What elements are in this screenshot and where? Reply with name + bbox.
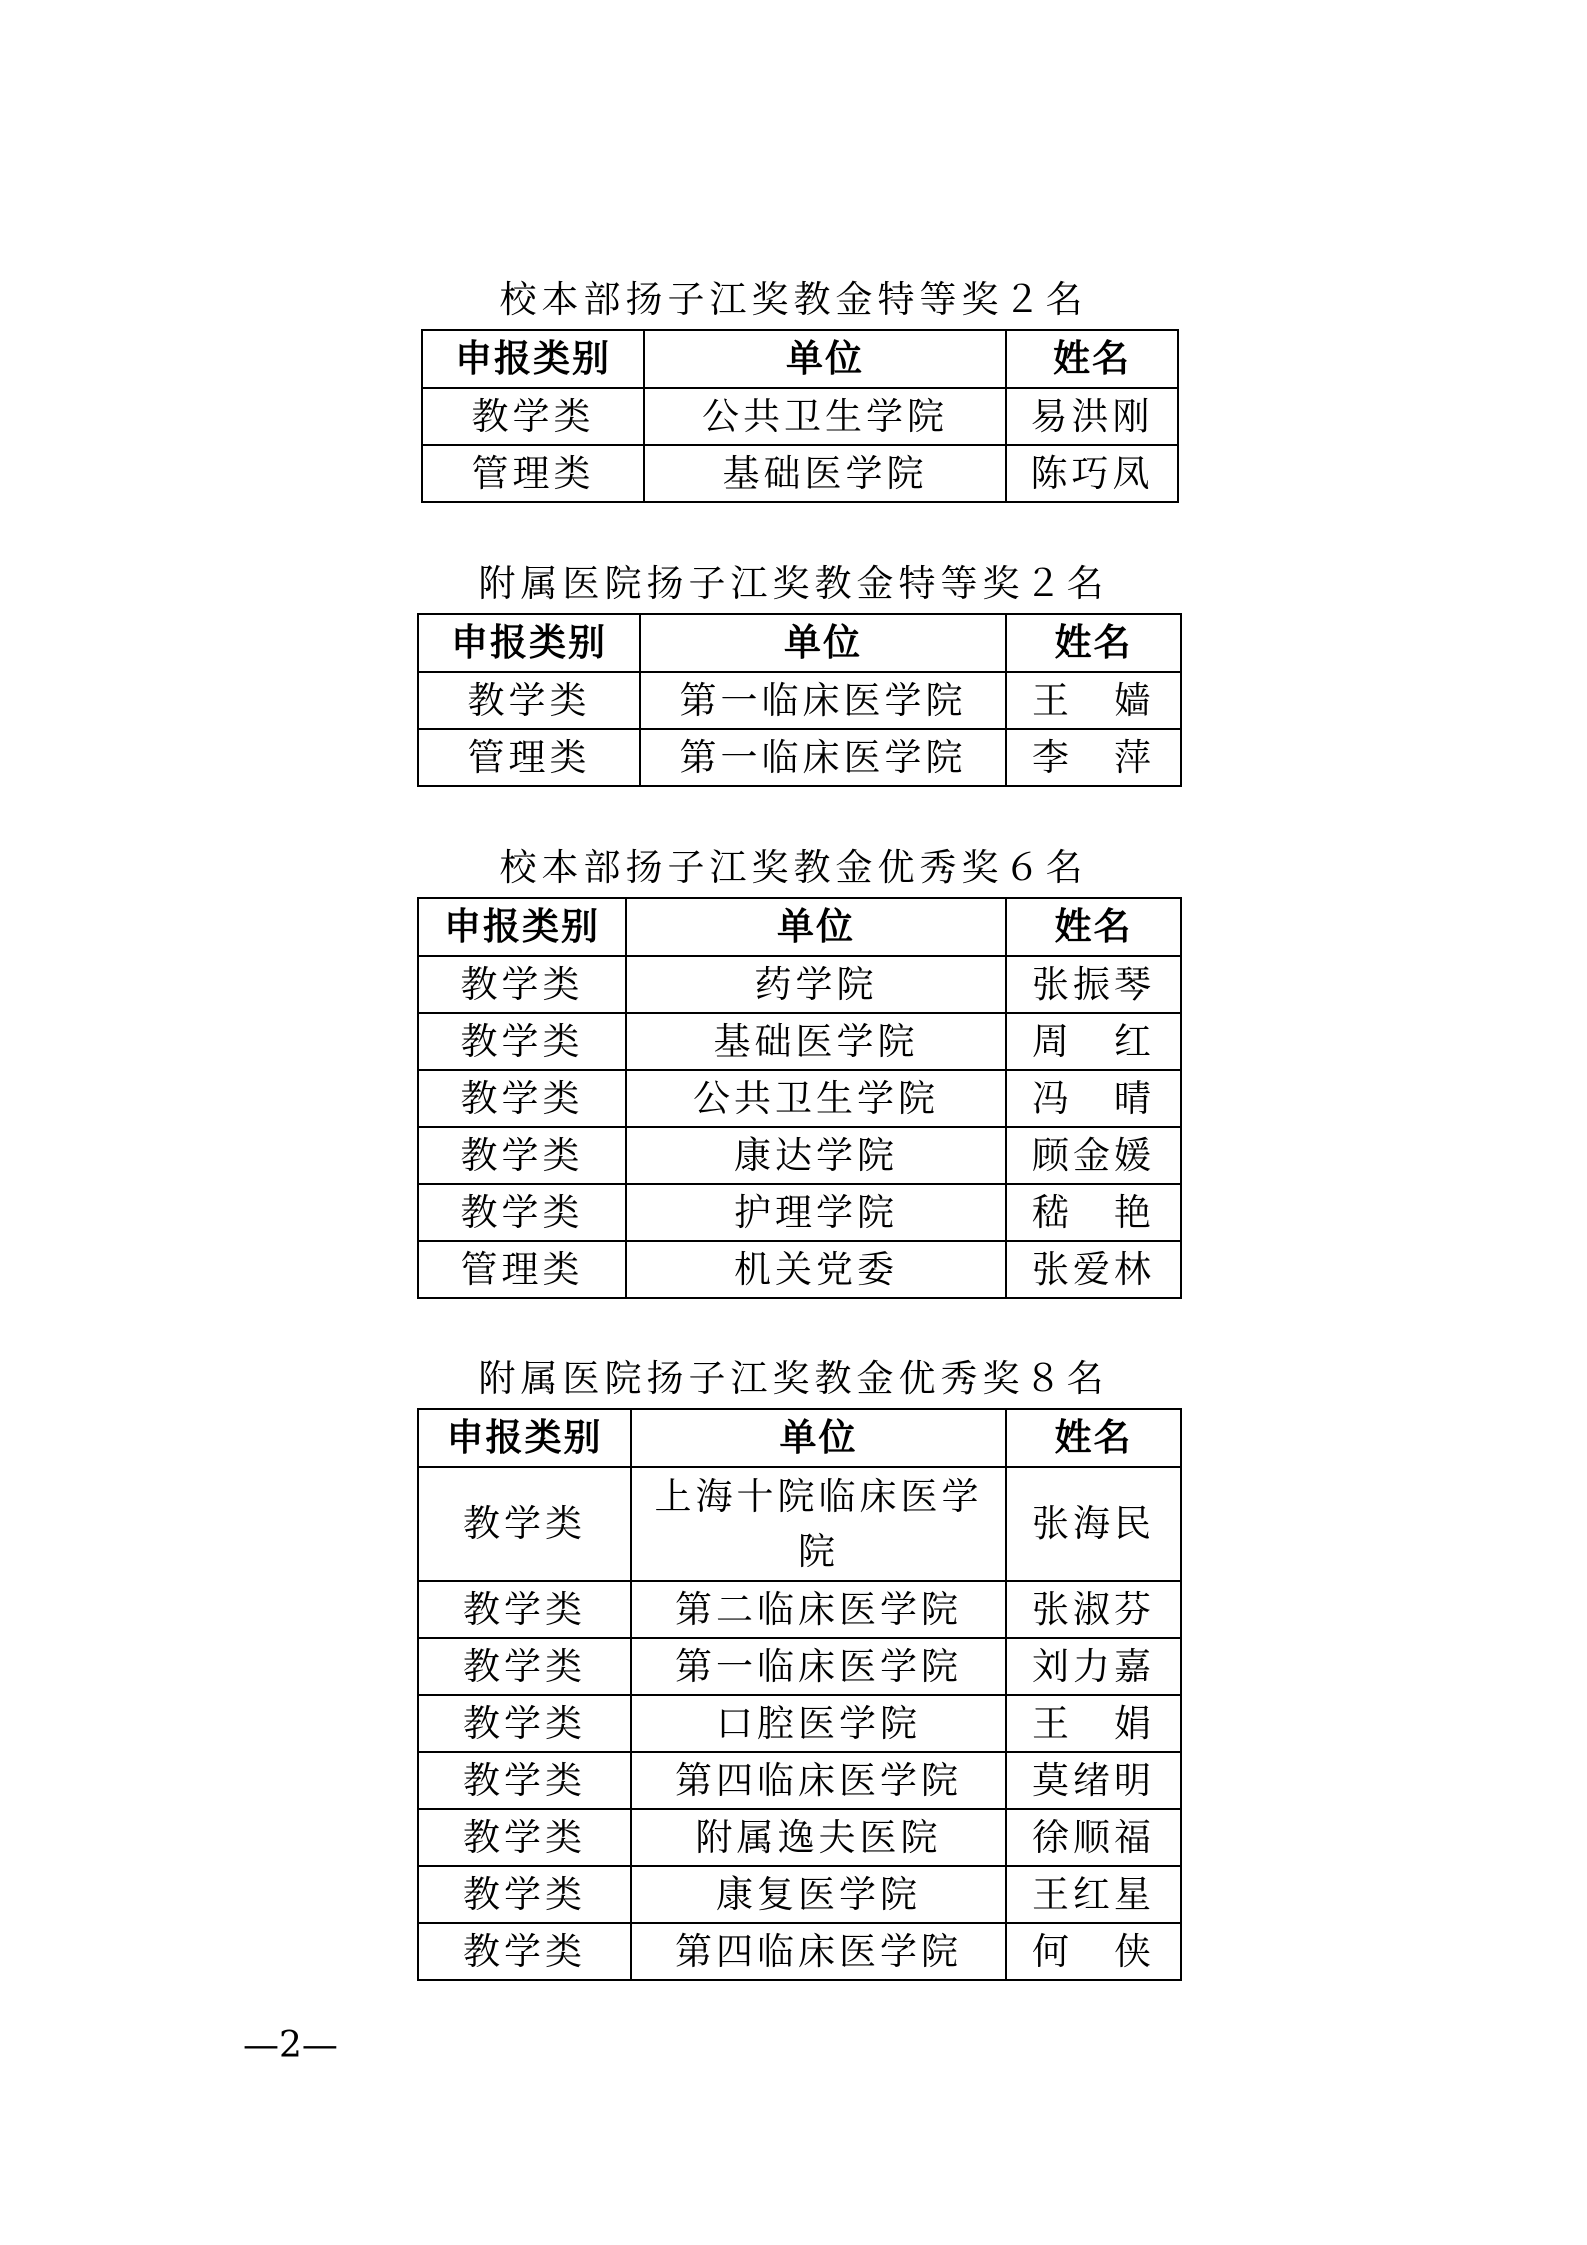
table-row (422, 445, 1178, 502)
table-row (418, 672, 1181, 729)
cell-name: 张淑芬 (1006, 1581, 1181, 1638)
cell-name: 王红星 (1006, 1866, 1181, 1923)
award-table (417, 1408, 1182, 1981)
cell-unit: 公共卫生学院 (644, 388, 1006, 445)
table-header-row (418, 1409, 1181, 1467)
table-row (418, 1070, 1181, 1127)
header-name: 姓名 (1006, 898, 1181, 956)
section-title: 附属医院扬子江奖教金特等奖２名 (478, 562, 1109, 605)
table-row (418, 1467, 1181, 1581)
cell-category: 教学类 (418, 1013, 626, 1070)
table-row (418, 1923, 1181, 1980)
cell-unit: 第四临床医学院 (631, 1752, 1006, 1809)
cell-name: 嵇 艳 (1006, 1184, 1181, 1241)
cell-name: 莫绪明 (1006, 1752, 1181, 1809)
header-category: 申报类别 (422, 330, 644, 388)
table-row (418, 1184, 1181, 1241)
section-title: 校本部扬子江奖教金特等奖２名 (499, 278, 1088, 321)
cell-name: 周 红 (1006, 1013, 1181, 1070)
cell-name: 陈巧凤 (1006, 445, 1178, 502)
table-header-row (418, 614, 1181, 672)
cell-category: 教学类 (418, 1184, 626, 1241)
header-name: 姓名 (1006, 330, 1178, 388)
cell-name: 王 娟 (1006, 1695, 1181, 1752)
header-category: 申报类别 (418, 898, 626, 956)
cell-name: 徐顺福 (1006, 1809, 1181, 1866)
cell-category: 教学类 (418, 1070, 626, 1127)
cell-unit: 机关党委 (626, 1241, 1006, 1298)
header-name: 姓名 (1006, 1409, 1181, 1467)
cell-category: 教学类 (422, 388, 644, 445)
table-row (418, 1752, 1181, 1809)
cell-unit: 康复医学院 (631, 1866, 1006, 1923)
award-table (421, 329, 1179, 503)
award-table (417, 897, 1182, 1299)
table-row (418, 1695, 1181, 1752)
cell-category: 教学类 (418, 672, 640, 729)
table-row (418, 729, 1181, 786)
cell-unit: 第一临床医学院 (640, 672, 1006, 729)
cell-unit: 第四临床医学院 (631, 1923, 1006, 1980)
table-row (418, 1581, 1181, 1638)
section-title: 附属医院扬子江奖教金优秀奖８名 (478, 1357, 1109, 1400)
cell-category: 教学类 (418, 1923, 631, 1980)
cell-unit: 康达学院 (626, 1127, 1006, 1184)
cell-category: 教学类 (418, 1638, 631, 1695)
table-row (418, 956, 1181, 1013)
section-title: 校本部扬子江奖教金优秀奖６名 (499, 846, 1088, 889)
header-unit: 单位 (631, 1409, 1006, 1467)
cell-name: 张爱林 (1006, 1241, 1181, 1298)
award-table (417, 613, 1182, 787)
cell-category: 管理类 (418, 1241, 626, 1298)
cell-unit: 药学院 (626, 956, 1006, 1013)
header-unit: 单位 (644, 330, 1006, 388)
cell-category: 教学类 (418, 1581, 631, 1638)
cell-category: 管理类 (422, 445, 644, 502)
cell-category: 教学类 (418, 1695, 631, 1752)
header-unit: 单位 (640, 614, 1006, 672)
cell-name: 张振琴 (1006, 956, 1181, 1013)
cell-name: 冯 晴 (1006, 1070, 1181, 1127)
table-row (422, 388, 1178, 445)
table-row (418, 1809, 1181, 1866)
cell-name: 王 嫱 (1006, 672, 1181, 729)
header-category: 申报类别 (418, 1409, 631, 1467)
cell-name: 易洪刚 (1006, 388, 1178, 445)
cell-unit: 公共卫生学院 (626, 1070, 1006, 1127)
cell-unit: 基础医学院 (644, 445, 1006, 502)
table-row (418, 1638, 1181, 1695)
cell-category: 管理类 (418, 729, 640, 786)
table-row (418, 1241, 1181, 1298)
cell-unit: 第一临床医学院 (631, 1638, 1006, 1695)
cell-unit: 基础医学院 (626, 1013, 1006, 1070)
cell-category: 教学类 (418, 956, 626, 1013)
cell-unit: 第一临床医学院 (640, 729, 1006, 786)
cell-name: 李 萍 (1006, 729, 1181, 786)
cell-category: 教学类 (418, 1866, 631, 1923)
table-header-row (422, 330, 1178, 388)
header-name: 姓名 (1006, 614, 1181, 672)
header-unit: 单位 (626, 898, 1006, 956)
cell-name: 张海民 (1006, 1467, 1181, 1581)
page-number: —2— (243, 2025, 338, 2066)
cell-category: 教学类 (418, 1752, 631, 1809)
table-header-row (418, 898, 1181, 956)
cell-category: 教学类 (418, 1809, 631, 1866)
cell-name: 顾金媛 (1006, 1127, 1181, 1184)
cell-unit: 护理学院 (626, 1184, 1006, 1241)
header-category: 申报类别 (418, 614, 640, 672)
table-row (418, 1127, 1181, 1184)
cell-name: 何 侠 (1006, 1923, 1181, 1980)
cell-unit: 附属逸夫医院 (631, 1809, 1006, 1866)
cell-unit: 口腔医学院 (631, 1695, 1006, 1752)
cell-category: 教学类 (418, 1127, 626, 1184)
cell-unit: 第二临床医学院 (631, 1581, 1006, 1638)
table-row (418, 1013, 1181, 1070)
cell-name: 刘力嘉 (1006, 1638, 1181, 1695)
cell-category: 教学类 (418, 1467, 631, 1581)
cell-unit: 上海十院临床医学院 (631, 1467, 1006, 1581)
table-row (418, 1866, 1181, 1923)
